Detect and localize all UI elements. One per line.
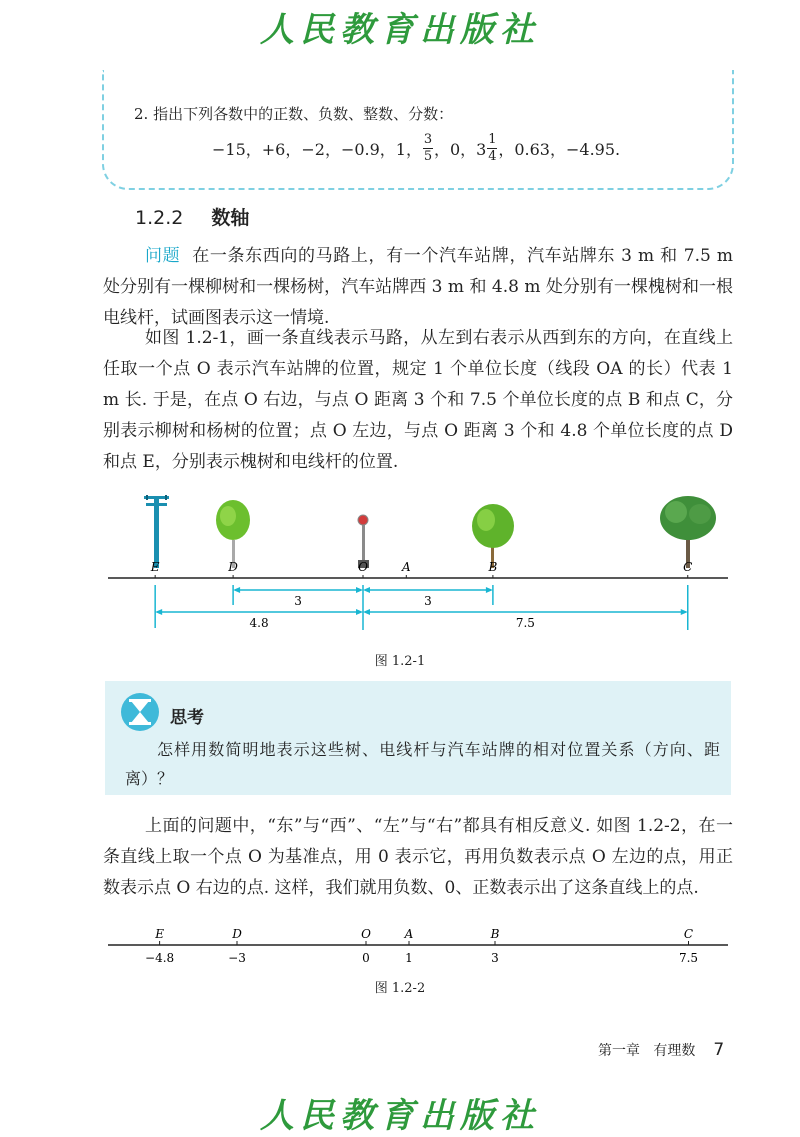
willow-tree-icon	[472, 504, 514, 568]
fraction-numerator: 1	[488, 132, 497, 147]
hourglass-icon	[120, 692, 160, 732]
tick-value: −3	[228, 951, 246, 965]
exercise-box	[102, 70, 734, 190]
point-label-B: B	[490, 927, 500, 941]
dimension-arrow	[363, 587, 370, 593]
figure-1-2-1	[0, 490, 800, 640]
tick-value: 3	[491, 951, 499, 965]
section-number: 1.2.2	[135, 207, 184, 229]
point-label-O: O	[358, 560, 368, 574]
numbers-before: −15，+6，−2，−0.9，1，	[212, 140, 422, 159]
fraction-numerator: 3	[423, 132, 433, 147]
point-label-C: C	[683, 927, 694, 941]
point-label-C: C	[683, 560, 693, 574]
point-label-E: E	[155, 927, 164, 941]
problem-label: 问题	[145, 246, 181, 266]
figure-1-caption: 图 1.2-1	[374, 654, 426, 669]
dimension-arrow	[356, 609, 363, 615]
fraction-1-4	[487, 133, 497, 164]
tick-value: −4.8	[145, 951, 175, 965]
point-label-O: O	[361, 927, 371, 941]
number-line-paragraph: 上面的问题中，“东”与“西”、“左”与“右”都具有相反意义. 如图 1.2-2，在一条直线上取一个点 O 为基准点，用 0 表示它，再用负数表示点 O 左边的点，用正数表示点 O 右边的点. 这样，我们就用负数、0、正数表示出了这条直线上的点.	[103, 816, 733, 898]
dimension-arrow	[681, 609, 688, 615]
section-title: 数轴	[211, 207, 250, 229]
dimension-arrow	[233, 587, 240, 593]
pagoda-tree-icon	[216, 500, 250, 568]
tick-value: 7.5	[678, 951, 699, 965]
tick-value: 0	[362, 951, 370, 965]
dimension-arrow	[486, 587, 493, 593]
figure-2-caption: 图 1.2-2	[374, 981, 426, 996]
point-label-E: E	[150, 560, 160, 574]
think-title: 思考	[170, 708, 204, 728]
chapter-number: 第一章	[598, 1043, 640, 1059]
section-heading	[135, 203, 249, 230]
dimension-arrow	[363, 609, 370, 615]
publisher-footer: 人民教育出版社	[260, 1096, 540, 1136]
point-label-B: B	[488, 560, 498, 574]
telegraph-pole-icon	[144, 495, 169, 568]
point-label-A: A	[401, 560, 411, 574]
fraction-denominator: 5	[423, 149, 433, 164]
chapter-title: 有理数	[653, 1043, 696, 1059]
dimension-label: 4.8	[249, 616, 269, 630]
figure-1-2-2	[0, 925, 800, 975]
problem-paragraph	[103, 241, 733, 334]
dimension-arrow	[155, 609, 162, 615]
think-question: 怎样用数简明地表示这些树、电线杆与汽车站牌的相对位置关系（方向、距离）？	[125, 740, 720, 788]
tick-value: 1	[405, 951, 413, 965]
dimension-label: 3	[424, 594, 432, 608]
dimension-label: 3	[294, 594, 302, 608]
figure-explanation: 如图 1.2-1，画一条直线表示马路，从左到右表示从西到东的方向，在直线上任取一个点 O 表示汽车站牌的位置，规定 1 个单位长度（线段 OA 的长）代表 1 m 长. 于是，在点 O 右边，与点 O 距离 3 个和 7.5 个单位长度的点 B 和点 C，分别表示柳树和杨树的位置；点 O 左边，与点 O 距离 3 个和 4.8 个单位长度的点 D 和点 E，分别表示槐树和电线杆的位置.	[103, 328, 733, 472]
publisher-header: 人民教育出版社	[260, 10, 540, 50]
problem-text: 在一条东西向的马路上，有一个汽车站牌，汽车站牌东 3 m 和 7.5 m 处分别有一棵柳树和一棵杨树，汽车站牌西 3 m 和 4.8 m 处分别有一棵槐树和一根电线杆，试画图表示这一情境.	[103, 246, 733, 328]
poplar-tree-icon	[660, 496, 716, 568]
fraction-3-5	[423, 133, 433, 164]
dimension-arrow	[356, 587, 363, 593]
point-label-D: D	[232, 927, 242, 941]
numbers-after: ，0.63，−4.95.	[498, 140, 621, 159]
point-label-A: A	[404, 927, 414, 941]
dimension-label: 7.5	[515, 616, 535, 630]
page-number: 7	[713, 1040, 725, 1060]
numbers-mid: ，0，3	[433, 140, 487, 159]
exercise-numbers	[212, 133, 620, 164]
exercise-item: 2. 指出下列各数中的正数、负数、整数、分数：	[134, 105, 454, 123]
page-footer	[598, 1040, 724, 1060]
point-label-D: D	[228, 560, 238, 574]
fraction-denominator: 4	[488, 149, 497, 164]
